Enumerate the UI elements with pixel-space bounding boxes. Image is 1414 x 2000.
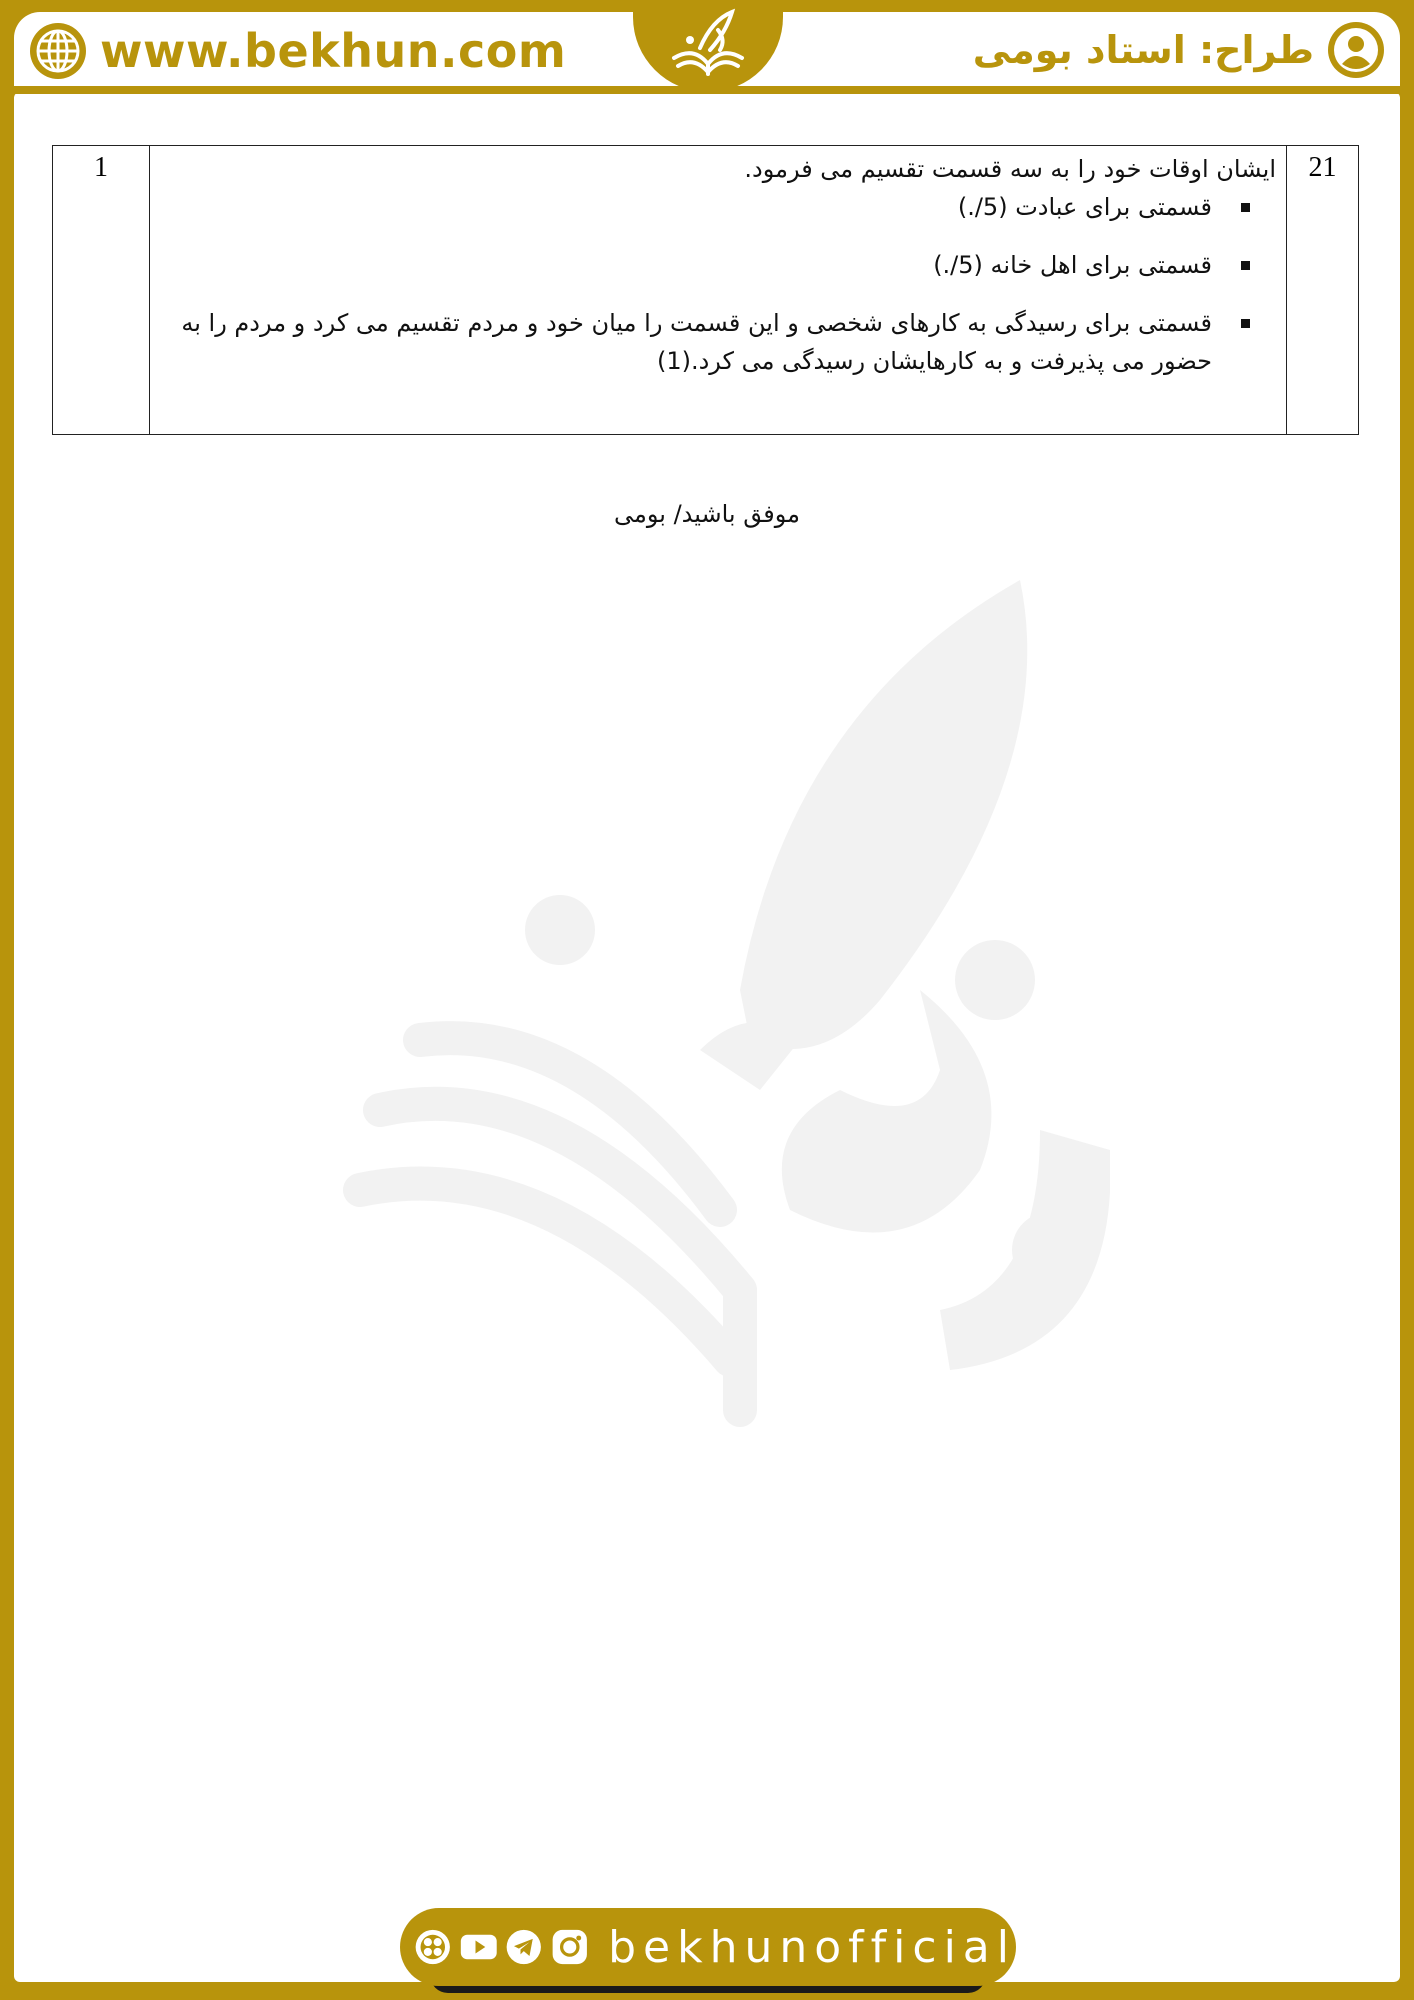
youtube-icon[interactable] (460, 1924, 498, 1970)
website-link[interactable] (28, 20, 566, 82)
globe-icon (28, 21, 88, 81)
book-pen-logo-icon (660, 6, 756, 86)
user-avatar-icon (1326, 20, 1386, 80)
aparat-icon[interactable] (414, 1924, 452, 1970)
answer-cell (149, 146, 1286, 434)
designer-name: طراح: استاد بومی (972, 28, 1314, 72)
list-item: قسمتی برای عبادت (5/.) (160, 188, 1212, 226)
social-handle[interactable]: bekhunofficial (608, 1921, 1016, 1973)
website-text[interactable]: www.bekhun.com (100, 24, 567, 78)
list-item: قسمتی برای رسیدگی به کارهای شخصی و این قسمت را میان خود و مردم تقسیم می کرد و مردم را به حضور می پذیرفت و به کارهایشان رسیدگی می کرد.(1) (160, 304, 1212, 380)
answer-list (160, 188, 1276, 380)
telegram-icon[interactable] (505, 1924, 543, 1970)
question-number: 21 (1286, 146, 1358, 434)
logo-watermark-icon (320, 570, 1110, 1430)
closing-note: موفق باشید/ بومی (614, 500, 800, 528)
footer-social-bar (400, 1908, 1016, 1986)
question-table (52, 145, 1359, 435)
instagram-icon[interactable] (551, 1924, 589, 1970)
list-item: قسمتی برای اهل خانه (5/.) (160, 246, 1212, 284)
designer-credit (973, 18, 1386, 82)
question-score: 1 (94, 152, 108, 183)
answer-intro: ایشان اوقات خود را به سه قسمت تقسیم می فرمود. (744, 155, 1276, 183)
